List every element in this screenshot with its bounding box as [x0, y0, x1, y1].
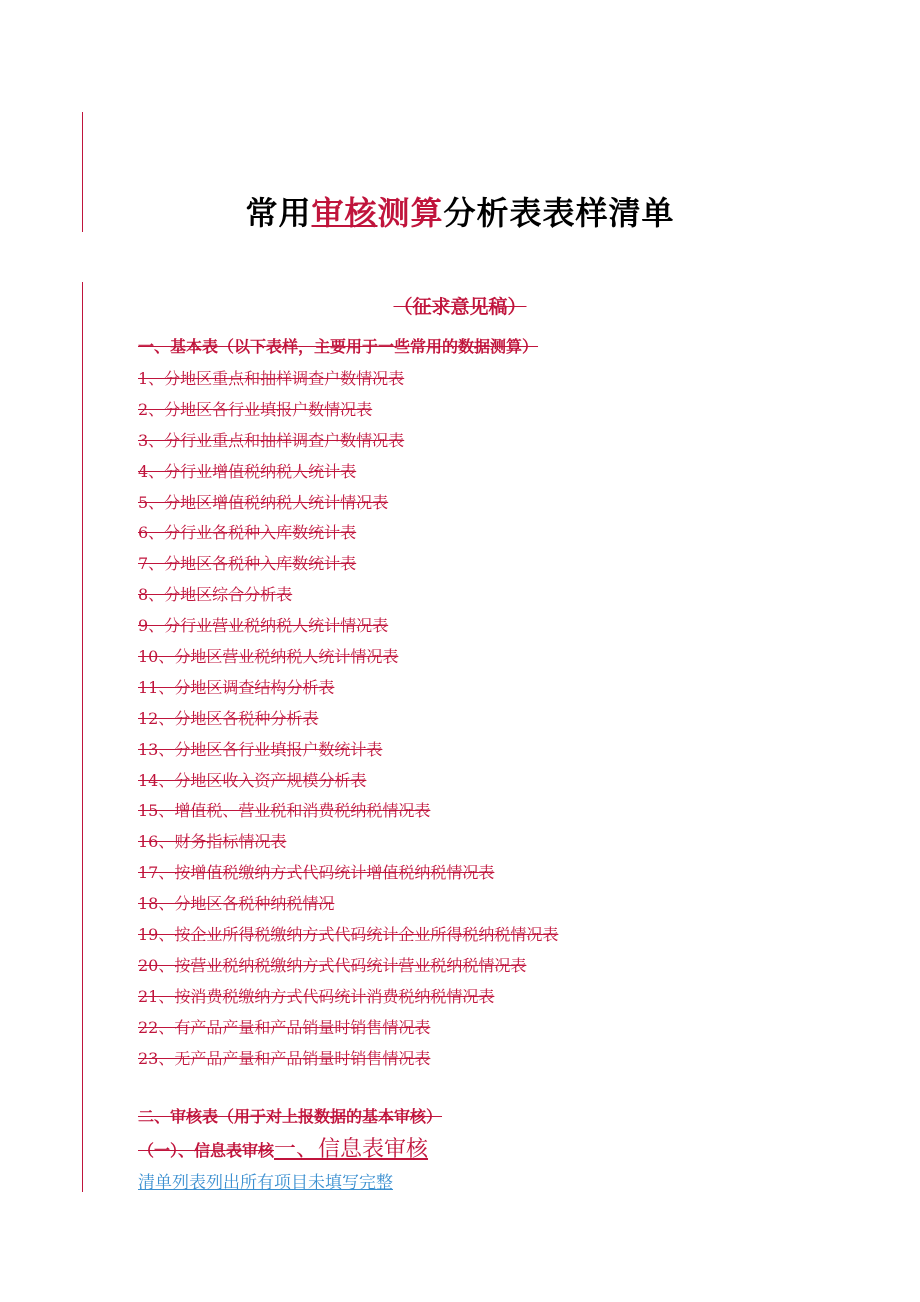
subsection-inserted-text: 一、信息表审核	[274, 1137, 429, 1162]
section1-heading: 一、基本表（以下表样，主要用于一些常用的数据测算）	[138, 337, 539, 356]
subsection-heading	[138, 1132, 428, 1163]
list-item: 14、分地区收入资产规模分析表	[138, 770, 367, 790]
list-item: 10、分地区营业税纳税人统计情况表	[138, 647, 399, 667]
list-item: 13、分地区各行业填报户数统计表	[138, 739, 383, 759]
list-item: 4、分行业增值税纳税人统计表	[138, 461, 357, 481]
title-part-3: 测算	[377, 194, 444, 232]
table-list	[138, 364, 558, 1074]
inserted-text-line: 清单列表列出所有项目未填写完整	[138, 1173, 393, 1193]
list-item: 23、无产品产量和产品销量时销售情况表	[138, 1048, 431, 1068]
list-item: 9、分行业营业税纳税人统计情况表	[138, 616, 389, 636]
list-item: 20、按营业税纳税缴纳方式代码统计营业税纳税情况表	[138, 955, 527, 975]
list-item: 1、分地区重点和抽样调查户数情况表	[138, 369, 405, 388]
list-item: 22、有产品产量和产品销量时销售情况表	[138, 1017, 431, 1037]
subtitle: （征求意见稿）	[393, 296, 527, 318]
title-part-1: 常用	[245, 194, 312, 232]
list-item: 12、分地区各税种分析表	[138, 708, 319, 728]
list-item: 19、按企业所得税缴纳方式代码统计企业所得税纳税情况表	[138, 925, 559, 945]
list-item: 11、分地区调查结构分析表	[138, 677, 335, 697]
list-item: 16、财务指标情况表	[138, 832, 287, 852]
revision-bar-main	[82, 282, 83, 1192]
list-item: 15、增值税、营业税和消费税纳税情况表	[138, 801, 431, 821]
list-item: 18、分地区各税种纳税情况	[138, 894, 335, 914]
list-item: 17、按增值税缴纳方式代码统计增值税纳税情况表	[138, 863, 495, 883]
list-item: 21、按消费税缴纳方式代码统计消费税纳税情况表	[138, 986, 495, 1006]
page-title	[0, 188, 920, 234]
section2-heading: 二、审核表（用于对上报数据的基本审核）	[138, 1107, 443, 1126]
list-item: 6、分行业各税种入库数统计表	[138, 523, 357, 543]
title-part-2: 审核	[311, 194, 378, 232]
title-part-4: 分析表表样清单	[443, 194, 675, 232]
list-item: 7、分地区各税种入库数统计表	[138, 554, 357, 574]
list-item: 3、分行业重点和抽样调查户数情况表	[138, 430, 405, 450]
subsection-deleted-text: （一）、信息表审核	[138, 1141, 275, 1160]
list-item: 5、分地区增值税纳税人统计情况表	[138, 492, 389, 512]
list-item: 8、分地区综合分析表	[138, 585, 293, 605]
list-item: 2、分地区各行业填报户数情况表	[138, 399, 373, 419]
